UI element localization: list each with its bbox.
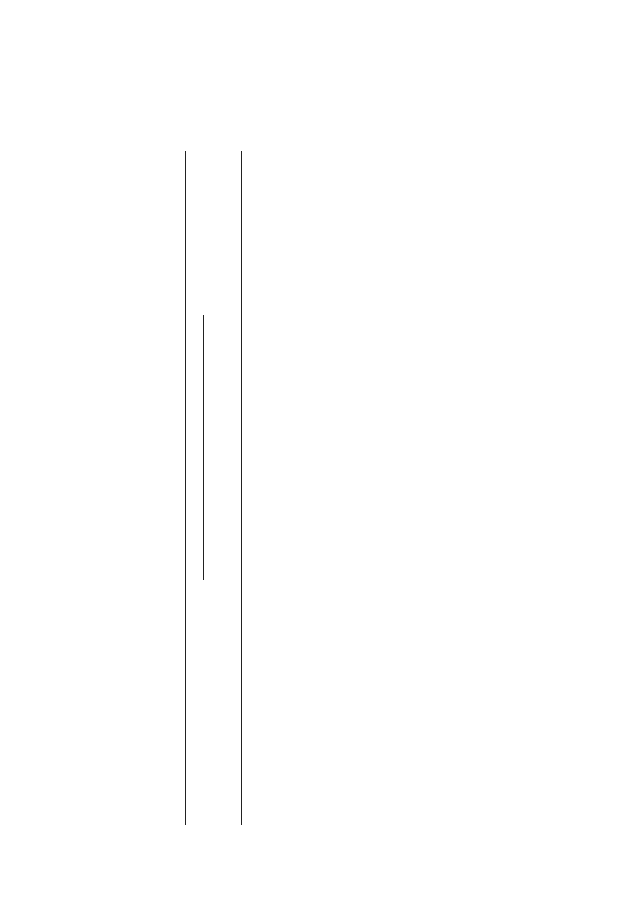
table-top-rule	[185, 151, 186, 825]
table-header-rule	[241, 151, 242, 825]
found-group-rule	[203, 315, 204, 580]
data-table	[165, 151, 465, 825]
